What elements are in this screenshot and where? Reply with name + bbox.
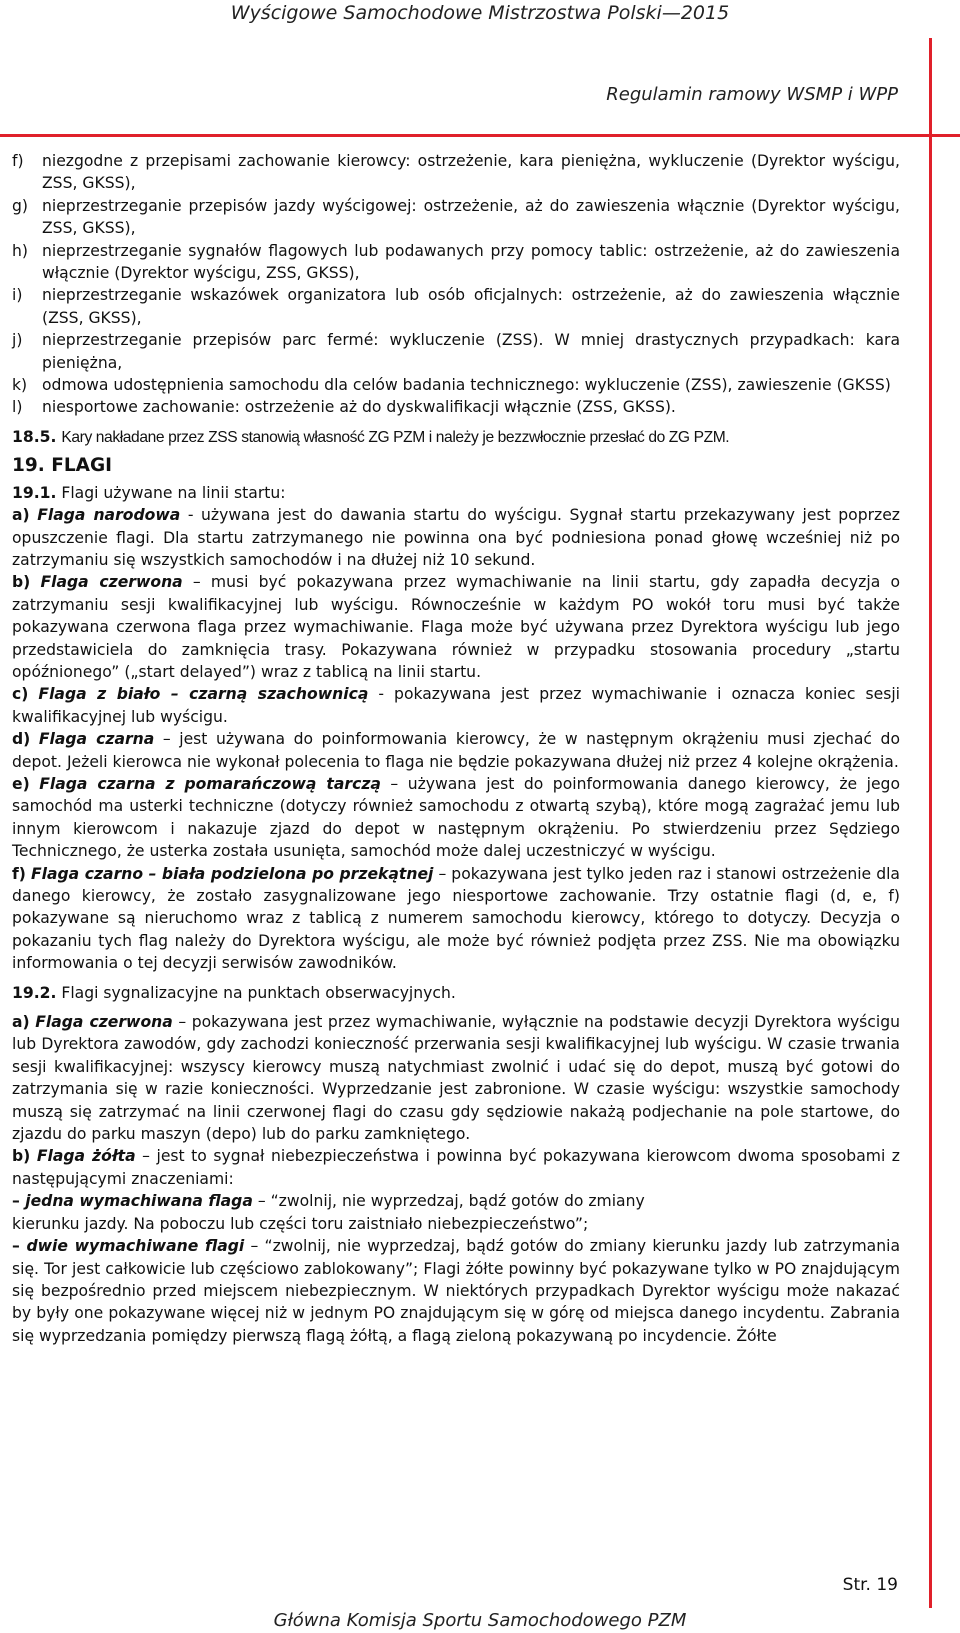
list-item: l) niesportowe zachowanie: ostrzeżenie aż do dyskwalifikacji włącznie (ZSS, GKSS). [12,398,676,417]
flag-yellow-single-cont: kierunku jazdy. Na poboczu lub części toru zaistniało niebezpieczeństwo”; [12,1214,589,1233]
list-item: g) nieprzestrzeganie przepisów jazdy wyścigowej: ostrzeżenie, aż do zawieszenia włącznie (Dyrektor wyścigu, ZSS, GKSS), [12,196,900,238]
footer: Główna Komisja Sportu Samochodowego PZM [273,1610,687,1631]
section-19-1-title: 19.1. Flagi używane na linii startu: [12,483,286,502]
list-item: j) nieprzestrzeganie przepisów parc fermé: wykluczenie (ZSS). W mniej drastycznych przypadkach: kara pieniężna, [12,331,900,372]
page-number: Str. 19 [842,1575,898,1595]
list-item: f) niezgodne z przepisami zachowanie kierowcy: ostrzeżenie, kara pieniężna, wykluczenie (Dyrektor wyścigu, ZSS, GKSS), [12,152,900,193]
document-body [12,150,900,1347]
flag-black-orange-disc: e) Flaga czarna z pomarańczową tarczą – używana jest do poinformowania danego kierowcy, że jego samochód ma usterki techniczne (dotyczy również samochodu z otwartą szybą), które mogą zagrażać jemu lub innym kierowcom i nakazuje zjazd do depot w następnym okrążeniu. Po stwierdzeniu przez Sędziego Technicznego, że usterka została usunięta, samochód może dalej uczestniczyć w wyścigu. [12,774,900,861]
section-19-2-title: 19.2. Flagi sygnalizacyjne na punktach obserwacyjnych. [12,983,456,1002]
header-rule [0,134,960,137]
header-subtitle: Regulamin ramowy WSMP i WPP [606,84,898,105]
list-item: k) odmowa udostępnienia samochodu dla celów badania technicznego: wykluczenie (ZSS), zawieszenie (GKSS) [12,376,891,395]
flag-yellow-single: – jedna wymachiwana flaga – “zwolnij, nie wyprzedzaj, bądź gotów do zmiany [12,1192,645,1211]
flag-red-start: b) Flaga czerwona – musi być pokazywana przez wymachiwanie na linii startu, gdy zapadła decyzja o zatrzymaniu sesji kwalifikacyjnej lub wyścigu. Równocześnie w każdym PO wokół toru musi być także pokazywana czerwona flaga przez wymachiwanie. Flaga może być używana przez Dyrektora wyścigu lub jego przedstawiciela do zamknięcia trasy. Pokazywana również w przypadku stosowania procedury „startu opóźnionego” („start delayed”) wraz z tablicą na linii startu. [12,573,900,681]
flag-black: d) Flaga czarna – jest używana do poinformowania kierowcy, że w następnym okrążeniu musi zjechać do depot. Jeżeli kierowca nie wykonał polecenia to flaga nie będzie pokazywana dłużej niż przez 4 kolejne okrążenia. [12,730,900,771]
margin-rule [929,38,932,1608]
flag-yellow: b) Flaga żółta – jest to sygnał niebezpieczeństwa i powinna być pokazywana kierowcom dwoma sposobami z następującymi znaczeniami: [12,1147,900,1188]
flag-checkered: c) Flaga z biało – czarną szachownicą - pokazywana jest przez wymachiwanie i oznacza koniec sesji kwalifikacyjnej lub wyścigu. [12,685,900,726]
section-19-heading: 19. FLAGI [12,455,113,477]
flag-red-post: a) Flaga czerwona – pokazywana jest przez wymachiwanie, wyłącznie na podstawie decyzji Dyrektora wyścigu lub Dyrektora zawodów, gdy zachodzi konieczność przerwania sesji kwalifikacyjnej lub wyścigu. W czasie trwania sesji kwalifikacyjnej: wszyscy kierowcy muszą natychmiast zwolnić i udać się do depot, muszą być gotowi do zatrzymania się w razie konieczności. Wyprzedzanie jest zabronione. W czasie wyścigu: wszystkie samochody muszą się zatrzymać na linii czerwonej flagi do czasu gdy sędziowie nakażą podjechanie na pole startowe, do zjazdu do parku maszyn (depo) lub do parku zamkniętego. [12,1013,900,1144]
flag-black-white-diagonal: f) Flaga czarno – biała podzielona po przekątnej – pokazywana jest tylko jeden raz i stanowi ostrzeżenie dla danego kierowcy, że zostało zasygnalizowane jego niesportowe zachowanie. Trzy ostatnie flagi (d, e, f) pokazywane są nieruchomo wraz z tablicą z numerem samochodu kierowcy, którego to dotyczy. Decyzja o pokazaniu tych flag należy do Dyrektora wyścigu, ale może być również podjęta przez ZSS. Nie ma obowiązku informowania o tej decyzji serwisów zawodników. [12,864,900,973]
list-item: i) nieprzestrzeganie wskazówek organizatora lub osób oficjalnych: ostrzeżenie, aż do zawieszenia włącznie (ZSS, GKSS), [12,286,900,327]
section-18-5: 18.5. Kary nakładane przez ZSS stanowią własność ZG PZM i należy je bezzwłocznie przesłać do ZG PZM. [12,427,730,446]
flag-national: a) Flaga narodowa - używana jest do dawania startu do wyścigu. Sygnał startu przekazywany jest poprzez opuszczenie flagi. Dla startu zatrzymanego nie powinna ona być podniesiona ponad głowę wcześniej niż po zatrzymaniu się wszystkich samochodów i na dłużej niż 10 sekund. [12,506,900,569]
list-item: h) nieprzestrzeganie sygnałów flagowych lub podawanych przy pomocy tablic: ostrzeżenie, aż do zawieszenia włącznie (Dyrektor wyścigu, ZSS, GKSS), [12,241,900,283]
header-title: Wyścigowe Samochodowe Mistrzostwa Polski—2015 [230,2,730,24]
flag-yellow-double: – dwie wymachiwane flagi – “zwolnij, nie wyprzedzaj, bądź gotów do zmiany kierunku jazdy lub zatrzymania się. Tor jest całkowicie lub częściowo zablokowany”; Flagi żółte powinny być pokazywane tylko w PO znajdującym się bezpośrednio przed miejscem niebezpiecznym. W niektórych przypadkach Dyrektor wyścigu może nakazać by były one pokazywane więcej niż w jednym PO znajdującym się w górę od miejsca danego incydentu. Zabrania się wyprzedzania pomiędzy pierwszą flagą żółtą, a flagą zieloną pokazywaną po incydencie. Żółte [12,1237,901,1345]
